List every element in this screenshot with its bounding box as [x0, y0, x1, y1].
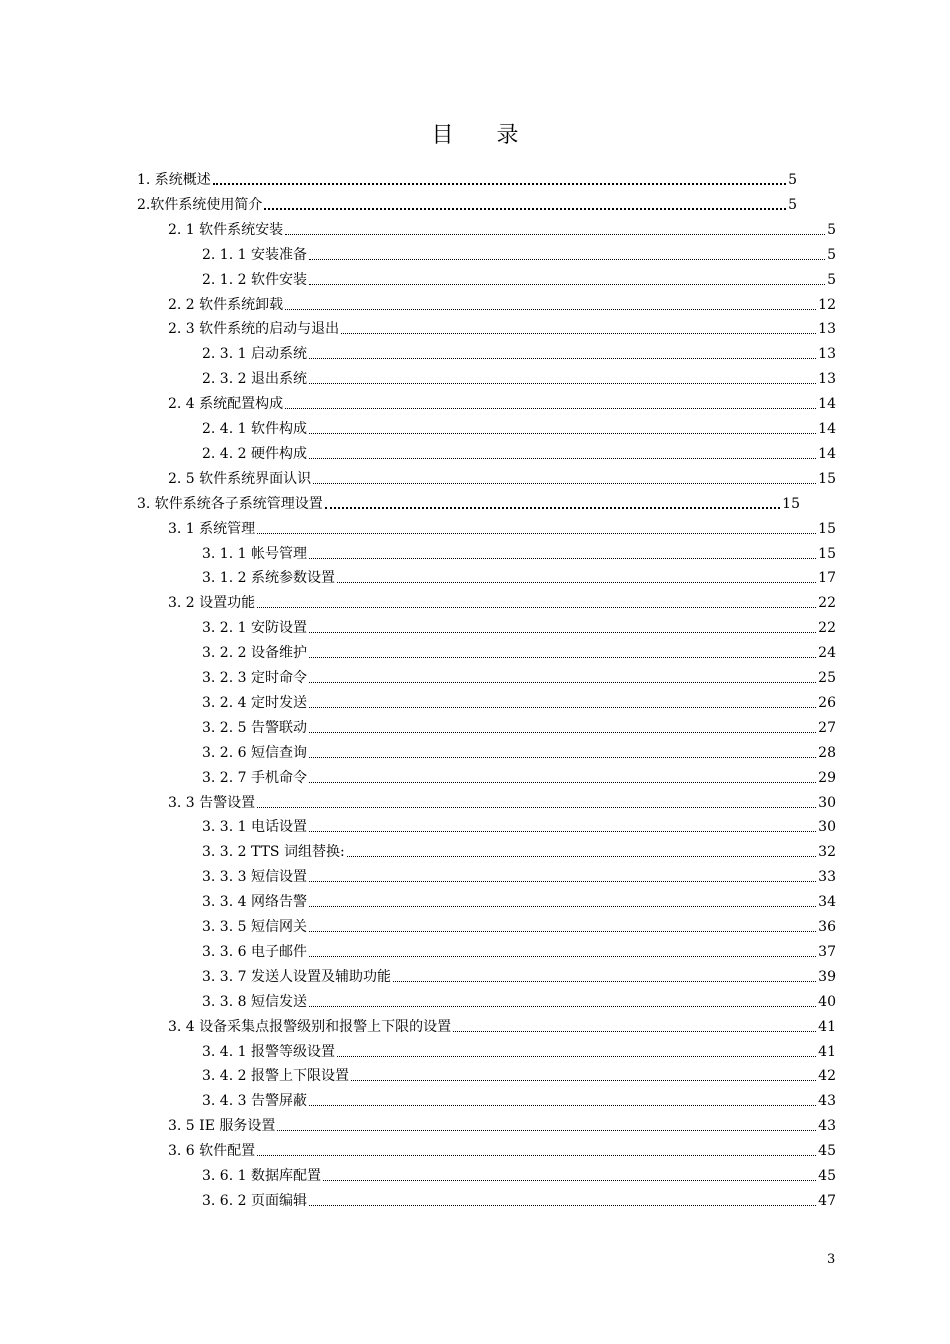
toc-leader-dots [309, 632, 816, 633]
toc-entry-page: 28 [818, 744, 836, 761]
toc-leader-dots [309, 707, 816, 708]
toc-entry[interactable] [202, 564, 836, 588]
toc-entry-label: 3. 6 软件配置 [168, 1143, 256, 1160]
toc-leader-dots [309, 433, 816, 434]
toc-leader-dots [309, 956, 816, 957]
toc-entry-label: 2. 3 软件系统的启动与退出 [168, 321, 340, 338]
toc-entry-label: 2. 4. 1 软件构成 [202, 421, 307, 437]
toc-entry-page: 17 [818, 570, 836, 587]
toc-entry-label: 3. 6. 1 数据库配置 [202, 1168, 321, 1184]
toc-entry-page: 15 [818, 470, 836, 487]
toc-entry-page: 13 [818, 321, 836, 338]
toc-entry-page: 27 [818, 719, 836, 736]
toc-entry-page: 30 [818, 794, 836, 811]
toc-entry-page: 5 [788, 196, 797, 213]
toc-entry-page: 5 [788, 172, 797, 188]
toc-leader-dots [309, 831, 816, 832]
toc-leader-dots [309, 757, 816, 758]
toc-entry-page: 40 [818, 993, 836, 1010]
toc-entry-label: 3. 4. 1 报警等级设置 [202, 1043, 335, 1060]
toc-entry-page: 30 [818, 819, 836, 836]
toc-entry-page: 14 [818, 445, 836, 462]
toc-entry[interactable] [168, 390, 836, 414]
toc-entry-page: 25 [818, 670, 836, 686]
toc-leader-dots [257, 807, 816, 808]
toc-leader-dots [341, 333, 816, 334]
toc-entry-page: 22 [818, 595, 836, 612]
toc-entry-page: 45 [818, 1143, 836, 1160]
toc-entry[interactable] [202, 241, 836, 265]
toc-entry-page: 13 [818, 371, 836, 388]
toc-entry-page: 42 [818, 1068, 836, 1085]
toc-entry-label: 3. 2. 7 手机命令 [202, 769, 307, 786]
toc-entry[interactable] [202, 540, 836, 564]
toc-entry-page: 14 [818, 421, 836, 437]
toc-leader-dots [309, 383, 816, 384]
toc-entry[interactable] [202, 1062, 836, 1086]
toc-leader-dots [309, 682, 816, 683]
toc-entry[interactable] [168, 315, 836, 339]
toc-entry[interactable] [168, 589, 836, 613]
toc-entry[interactable] [168, 515, 836, 539]
toc-entry-label: 3. 3. 5 短信网关 [202, 919, 307, 935]
toc-entry-label: 3. 3. 7 发送人设置及辅助功能 [202, 968, 391, 985]
toc-leader-dots [257, 607, 816, 608]
toc-entry[interactable] [202, 440, 836, 464]
toc-entry-label: 2. 3. 2 退出系统 [202, 371, 307, 388]
toc-entry[interactable] [202, 639, 836, 663]
toc-entry[interactable] [202, 415, 836, 439]
toc-leader-dots [309, 1105, 816, 1106]
toc-entry[interactable] [168, 1112, 836, 1136]
toc-entry-page: 29 [818, 769, 836, 786]
toc-entry[interactable] [202, 913, 836, 937]
toc-entry[interactable] [202, 1087, 836, 1111]
toc-leader-dots [285, 309, 816, 310]
toc-entry-page: 45 [818, 1168, 836, 1184]
toc-entry[interactable] [202, 838, 836, 862]
toc-entry-label: 2. 1. 1 安装准备 [202, 246, 307, 263]
toc-entry-label: 2.软件系统使用简介 [137, 196, 263, 213]
toc-entry-label: 3. 1. 2 系统参数设置 [202, 570, 335, 587]
toc-entry-label: 3. 2. 5 告警联动 [202, 719, 307, 736]
toc-entry[interactable] [202, 739, 836, 763]
toc-entry-page: 39 [818, 968, 836, 985]
toc-leader-dots [309, 458, 816, 459]
toc-entry[interactable] [168, 1013, 836, 1037]
toc-entry-page: 5 [827, 246, 836, 263]
toc-leader-dots [213, 183, 786, 185]
toc-entry-page: 22 [818, 620, 836, 637]
toc-entry-page: 15 [818, 545, 836, 562]
toc-entry[interactable] [202, 714, 836, 738]
toc-entry[interactable] [202, 664, 836, 688]
toc-entry-label: 3. 3. 6 电子邮件 [202, 943, 307, 960]
toc-entry-page: 36 [818, 919, 836, 935]
toc-entry[interactable] [202, 988, 836, 1012]
toc-leader-dots [309, 782, 816, 783]
toc-entry[interactable] [202, 938, 836, 962]
toc-leader-dots [309, 1006, 816, 1007]
toc-entry[interactable] [202, 1187, 836, 1211]
toc-leader-dots [309, 732, 816, 733]
toc-leader-dots [351, 1080, 816, 1081]
toc-leader-dots [257, 533, 816, 534]
toc-entry-page: 15 [818, 520, 836, 537]
toc-entry-label: 3. 软件系统各子系统管理设置 [137, 495, 323, 512]
toc-entry-label: 2. 3. 1 启动系统 [202, 346, 307, 363]
toc-entry-label: 1. 系统概述 [137, 172, 211, 188]
toc-leader-dots [285, 408, 816, 409]
toc-entry[interactable] [202, 764, 836, 788]
toc-leader-dots [323, 1180, 816, 1181]
toc-entry-label: 2. 2 软件系统卸载 [168, 296, 284, 313]
toc-entry[interactable] [168, 465, 836, 489]
toc-leader-dots [337, 582, 816, 583]
toc-entry-label: 3. 3. 8 短信发送 [202, 993, 307, 1010]
toc-entry-label: 2. 1. 2 软件安装 [202, 271, 307, 288]
toc-entry-label: 2. 4. 2 硬件构成 [202, 445, 307, 462]
toc-entry[interactable] [202, 266, 836, 290]
toc-entry[interactable] [168, 789, 836, 813]
toc-entry-label: 2. 5 软件系统界面认识 [168, 470, 312, 487]
toc-entry-page: 5 [827, 271, 836, 288]
toc-entry-page: 47 [818, 1192, 836, 1209]
toc-entry[interactable] [202, 888, 836, 912]
toc-entry-label: 3. 4. 2 报警上下限设置 [202, 1068, 349, 1085]
toc-leader-dots [347, 856, 817, 857]
toc-entry[interactable] [202, 963, 836, 987]
toc-leader-dots [277, 1130, 816, 1131]
toc-entry-page: 33 [818, 869, 836, 886]
toc-entry-page: 13 [818, 346, 836, 363]
toc-entry[interactable] [137, 490, 800, 514]
toc-entry-page: 43 [818, 1093, 836, 1110]
toc-entry-label: 3. 6. 2 页面编辑 [202, 1192, 307, 1209]
toc-leader-dots [309, 558, 816, 559]
toc-entry-label: 2. 4 系统配置构成 [168, 396, 284, 413]
toc-leader-dots [309, 906, 816, 907]
toc-entry[interactable] [137, 191, 797, 215]
toc-entry-label: 3. 2. 6 短信查询 [202, 744, 307, 761]
toc-entry-page: 34 [818, 894, 836, 911]
toc-entry[interactable] [202, 863, 836, 887]
toc-entry-label: 3. 4 设备采集点报警级别和报警上下限的设置 [168, 1018, 452, 1035]
toc-entry[interactable] [137, 166, 797, 190]
toc-leader-dots [309, 259, 825, 260]
toc-entry[interactable] [202, 1038, 836, 1062]
toc-entry-page: 26 [818, 694, 836, 711]
toc-leader-dots [313, 483, 816, 484]
toc-entry-page: 32 [818, 844, 836, 861]
toc-entry-label: 3. 1. 1 帐号管理 [202, 545, 307, 562]
toc-entry-page: 43 [818, 1118, 836, 1135]
toc-title: 目 录 [431, 123, 537, 148]
toc-entry-page: 41 [818, 1018, 836, 1035]
toc-entry[interactable] [168, 216, 836, 240]
toc-entry-label: 3. 1 系统管理 [168, 520, 256, 537]
toc-entry-label: 3. 2. 4 定时发送 [202, 694, 307, 711]
toc-entry-label: 3. 3. 1 电话设置 [202, 819, 307, 836]
toc-entry-label: 3. 3. 4 网络告警 [202, 894, 307, 911]
toc-entry[interactable] [202, 1162, 836, 1186]
toc-entry-page: 41 [818, 1043, 836, 1060]
toc-leader-dots [337, 1056, 816, 1057]
toc-leader-dots [257, 1155, 816, 1156]
toc-entry-label: 3. 3. 2 TTS 词组替换: [202, 844, 345, 861]
toc-entry-label: 3. 2. 2 设备维护 [202, 645, 307, 662]
toc-leader-dots [325, 507, 780, 509]
toc-entry[interactable] [202, 813, 836, 837]
toc-leader-dots [309, 284, 825, 285]
toc-leader-dots [285, 234, 825, 235]
toc-leader-dots [453, 1031, 816, 1032]
page-number: 3 [827, 1252, 836, 1267]
toc-entry-page: 14 [818, 396, 836, 413]
toc-entry-page: 12 [818, 296, 836, 313]
toc-entry[interactable] [168, 1137, 836, 1161]
toc-leader-dots [309, 931, 816, 932]
toc-entry-label: 3. 5 IE 服务设置 [168, 1118, 276, 1135]
toc-entry-page: 37 [818, 943, 836, 960]
toc-entry-label: 2. 1 软件系统安装 [168, 221, 284, 238]
toc-entry-page: 5 [827, 221, 836, 238]
toc-entry-label: 3. 3 告警设置 [168, 794, 256, 811]
toc-entry-label: 3. 2. 3 定时命令 [202, 670, 307, 686]
toc-entry-page: 24 [818, 645, 836, 662]
toc-entry[interactable] [202, 689, 836, 713]
toc-entry-label: 3. 2 设置功能 [168, 595, 256, 612]
toc-entry-label: 3. 3. 3 短信设置 [202, 869, 307, 886]
toc-entry[interactable] [202, 614, 836, 638]
toc-entry-label: 3. 4. 3 告警屏蔽 [202, 1093, 307, 1110]
toc-leader-dots [264, 208, 786, 210]
toc-leader-dots [309, 358, 816, 359]
toc-entry[interactable] [202, 340, 836, 364]
toc-leader-dots [309, 881, 816, 882]
toc-entry[interactable] [202, 365, 836, 389]
toc-entry-label: 3. 2. 1 安防设置 [202, 620, 307, 637]
toc-leader-dots [309, 1205, 816, 1206]
toc-leader-dots [393, 981, 816, 982]
toc-leader-dots [309, 657, 816, 658]
toc-entry-page: 15 [782, 495, 800, 512]
toc-entry[interactable] [168, 291, 836, 315]
